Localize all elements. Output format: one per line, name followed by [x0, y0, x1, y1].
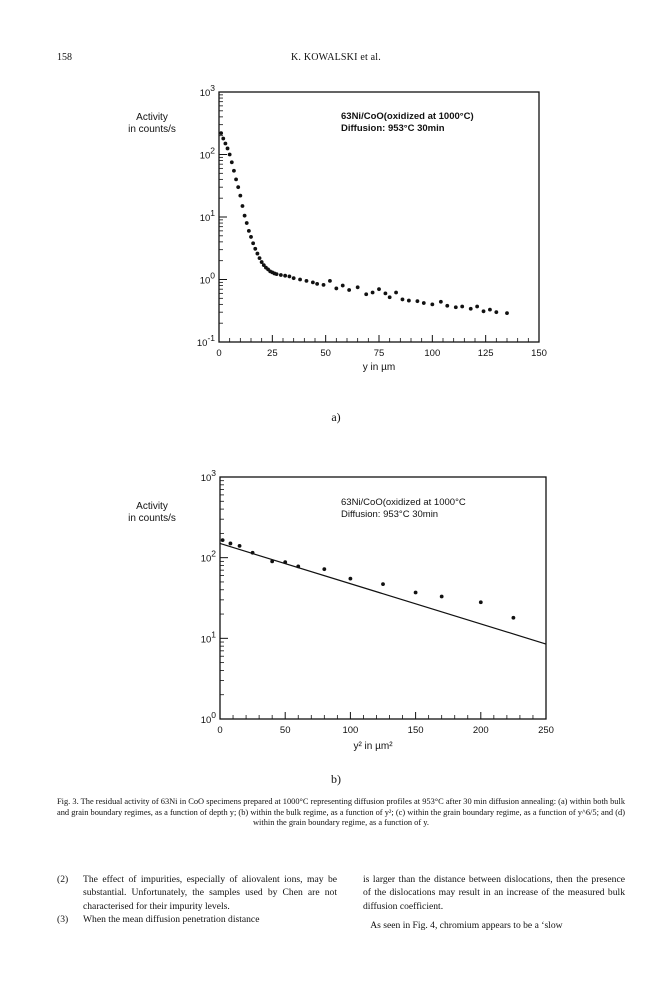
data-point — [241, 204, 245, 208]
data-point — [270, 559, 274, 563]
data-point — [245, 221, 249, 225]
data-point — [311, 280, 315, 284]
data-point — [388, 295, 392, 299]
data-point — [279, 273, 283, 277]
annotation-line-1: 63Ni/CoO(oxidized at 1000°C — [341, 497, 466, 508]
data-point — [228, 153, 232, 157]
y-axis-label-line-2: in counts/s — [128, 124, 176, 135]
list-text: The effect of impurities, especially of aliovalent ions, may be substantial. Unfortunately, the samples used by Chen are not characterised for their impurity levels. — [83, 874, 337, 912]
data-point — [381, 582, 385, 586]
data-point — [430, 302, 434, 306]
data-point — [256, 252, 260, 256]
data-point — [394, 291, 398, 295]
data-point — [488, 308, 492, 312]
data-point — [296, 564, 300, 568]
x-tick-label: 75 — [373, 348, 385, 359]
body-left-column — [57, 873, 337, 927]
data-point — [364, 292, 368, 296]
data-point — [229, 542, 233, 546]
y-tick-label: 103 — [199, 83, 215, 99]
data-point — [347, 288, 351, 292]
list-item — [57, 913, 337, 926]
data-point — [401, 298, 405, 302]
x-tick-label: 250 — [538, 725, 554, 736]
data-point — [230, 160, 234, 164]
data-point — [234, 177, 238, 181]
x-axis-label: y in µm — [362, 362, 396, 373]
data-point — [334, 287, 338, 291]
data-point — [283, 274, 287, 278]
data-point — [288, 275, 292, 279]
y-tick-label: 103 — [200, 468, 216, 484]
data-point — [505, 311, 509, 315]
data-point — [253, 247, 257, 251]
data-point — [221, 538, 225, 542]
data-point — [292, 276, 296, 280]
data-point — [283, 560, 287, 564]
paragraph-text: As seen in Fig. 4, chromium appears to be a ‘slow — [363, 920, 563, 932]
x-tick-label: 50 — [279, 725, 291, 736]
x-tick-label: 200 — [472, 725, 489, 736]
body-right-column — [363, 873, 625, 933]
x-tick-label: 50 — [320, 348, 331, 359]
x-tick-label: 150 — [407, 725, 424, 736]
data-point — [238, 544, 242, 548]
x-tick-label: 100 — [342, 725, 359, 736]
data-point — [479, 600, 483, 604]
data-point — [251, 241, 255, 245]
data-point — [236, 185, 240, 189]
page-number: 158 — [57, 52, 72, 63]
data-point — [322, 567, 326, 571]
x-axis-label: y² in µm² — [353, 741, 393, 752]
data-point — [475, 305, 479, 309]
data-point — [482, 309, 486, 313]
list-number: (3) — [57, 914, 69, 926]
data-point — [275, 272, 279, 276]
data-point — [439, 300, 443, 304]
data-point — [469, 307, 473, 311]
data-point — [377, 287, 381, 291]
list-text: When the mean diffusion penetration distance — [83, 914, 260, 926]
data-point — [512, 616, 516, 620]
data-point — [238, 194, 242, 198]
x-tick-label: 100 — [424, 348, 441, 359]
y-tick-label: 100 — [200, 710, 216, 726]
annotation-line-2: Diffusion: 953°C 30min — [341, 509, 439, 520]
data-point — [243, 214, 247, 218]
data-point — [416, 299, 420, 303]
panel-a-label: a) — [331, 410, 341, 424]
x-tick-label: 0 — [216, 348, 222, 359]
data-point — [460, 305, 464, 309]
x-tick-label: 125 — [477, 348, 494, 359]
data-point — [356, 285, 360, 289]
data-point — [251, 551, 255, 555]
y-tick-label: 101 — [200, 629, 216, 646]
y-tick-label: 101 — [199, 208, 215, 224]
data-point — [258, 256, 262, 260]
y-axis-label-line-1: Activity — [136, 112, 168, 123]
data-point — [384, 291, 388, 295]
running-title: K. KOWALSKI et al. — [291, 52, 381, 63]
data-point — [371, 291, 375, 295]
annotation-line-2: Diffusion: 953°C 30min — [341, 123, 445, 134]
x-tick-label: 0 — [217, 725, 223, 736]
data-point — [445, 304, 449, 308]
y-tick-label: 100 — [199, 270, 215, 287]
y-tick-label: 10-1 — [196, 333, 215, 349]
data-point — [305, 279, 309, 283]
figure-caption — [57, 797, 625, 829]
data-point — [414, 591, 418, 595]
data-point — [494, 310, 498, 314]
y-tick-label: 102 — [199, 145, 215, 162]
fit-line — [220, 543, 546, 644]
data-point — [247, 229, 251, 233]
chart-b — [0, 455, 672, 785]
data-point — [219, 131, 223, 135]
data-point — [221, 137, 225, 141]
x-tick-label: 25 — [267, 348, 278, 359]
list-number: (2) — [57, 874, 69, 885]
data-point — [454, 305, 458, 309]
list-item — [57, 873, 337, 913]
data-point — [232, 169, 236, 173]
y-tick-label: 102 — [200, 548, 216, 565]
data-point — [226, 147, 230, 151]
data-point — [349, 577, 353, 581]
caption-text: Fig. 3. The residual activity of 63Ni in CoO specimens prepared at 1000°C representing diffusion profiles at 953°C after 30 min diffusion annealing: (a) within both bulk and grain boundary regimes, as a function of depth y; (b) within the bulk regime, as a function of y²; (c) within the grain boundary regime, as a function of y^6/5; and (d) within the grain boundary regime, as a function of y. — [57, 797, 625, 828]
continued-text: is larger than the distance between dislocations, then the presence of the dislocations may result in an increase of the measured bulk diffusion coefficient. — [363, 874, 625, 912]
data-point — [440, 595, 444, 599]
y-axis-label-line-2: in counts/s — [128, 513, 176, 524]
data-point — [422, 301, 426, 305]
data-point — [322, 283, 326, 287]
panel-b-label: b) — [331, 772, 341, 786]
data-point — [298, 278, 302, 282]
data-point — [341, 284, 345, 288]
data-point — [328, 279, 332, 283]
annotation-line-1: 63Ni/CoO(oxidized at 1000°C) — [341, 111, 474, 122]
data-point — [315, 282, 319, 286]
x-tick-label: 150 — [531, 348, 547, 359]
y-axis-label-line-1: Activity — [136, 501, 168, 512]
data-point — [407, 299, 411, 303]
data-point — [224, 142, 228, 146]
data-point — [249, 235, 253, 239]
